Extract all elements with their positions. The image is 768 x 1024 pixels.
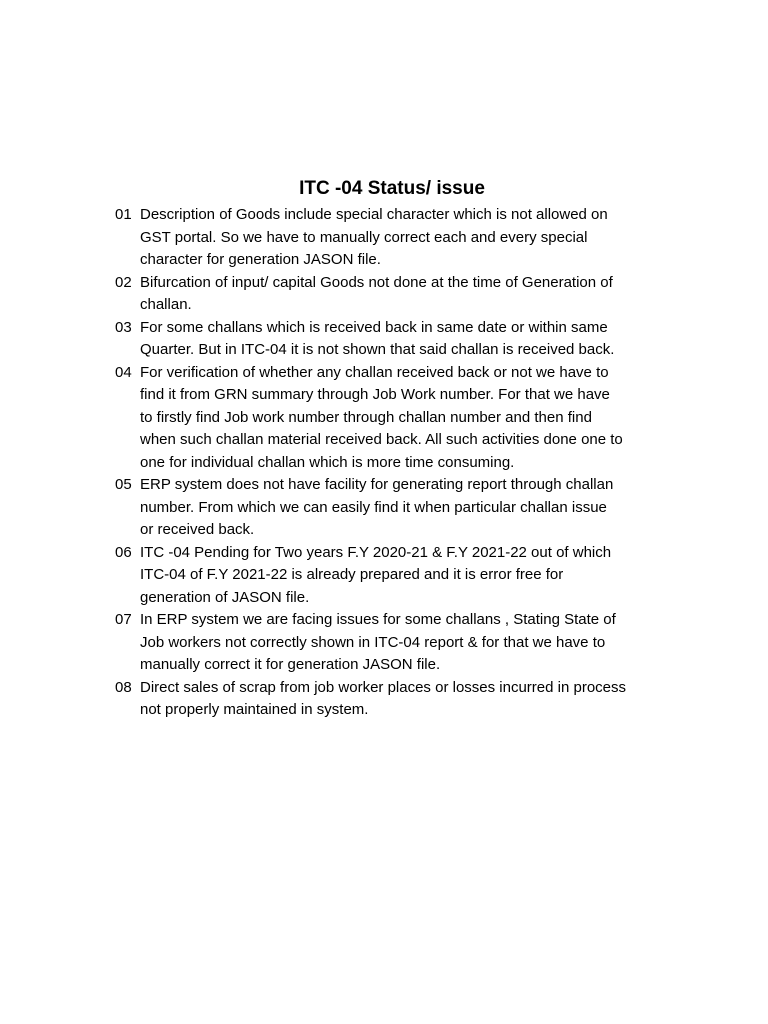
issue-text-line: ERP system does not have facility for generating report through challan — [140, 476, 614, 493]
issue-text-line: In ERP system we are facing issues for some challans , Stating State of — [140, 611, 616, 628]
issue-text-line: challan. — [140, 296, 192, 313]
issue-text-line: Direct sales of scrap from job worker places or losses incurred in process — [140, 678, 627, 696]
issue-text-line: ITC-04 of F.Y 2021-22 is already prepared and it is error free for — [140, 566, 564, 583]
issue-text-line: manually correct it for generation JASON file. — [140, 656, 441, 673]
issue-text-line: character for generation JASON file. — [140, 251, 381, 268]
issue-item — [115, 542, 685, 610]
issue-text-line: find it from GRN summary through Job Work number. For that we have — [140, 386, 610, 403]
issue-item — [115, 272, 685, 317]
issue-text-line: number. From which we can easily find it when particular challan issue — [140, 498, 607, 516]
issue-text-line: For some challans which is received back in same date or within same — [140, 318, 608, 336]
issue-number: 01 — [115, 206, 132, 223]
issue-number: 05 — [115, 476, 132, 493]
document-title: ITC -04 Status/ issue — [299, 178, 485, 199]
issue-text-line: Job workers not correctly shown in ITC-04 report & for that we have to — [140, 633, 606, 651]
issue-text-line: Bifurcation of input/ capital Goods not done at the time of Generation of — [140, 273, 613, 291]
issue-text-line: to firstly find Job work number through challan number and then find — [140, 408, 592, 426]
issue-text-line: Quarter. But in ITC-04 it is not shown that said challan is received back. — [140, 341, 615, 358]
issue-list — [115, 204, 685, 722]
issue-number: 02 — [115, 273, 132, 291]
issue-text-line: one for individual challan which is more time consuming. — [140, 453, 515, 471]
issue-text-line: ITC -04 Pending for Two years F.Y 2020-21 & F.Y 2021-22 out of which — [140, 543, 612, 561]
issue-number: 04 — [115, 363, 132, 381]
issue-number: 03 — [115, 318, 132, 336]
issue-item — [115, 677, 685, 722]
issue-item — [115, 204, 685, 272]
issue-text-line: or received back. — [140, 521, 255, 538]
issue-number: 06 — [115, 543, 132, 561]
issue-number: 07 — [115, 611, 132, 628]
issue-text-line: Description of Goods include special character which is not allowed on — [140, 206, 608, 223]
issue-text-line: generation of JASON file. — [140, 588, 310, 606]
issue-text-line: not properly maintained in system. — [140, 701, 369, 718]
issue-text-line: when such challan material received back. All such activities done one to — [140, 431, 623, 448]
issue-number: 08 — [115, 678, 132, 696]
issue-item — [115, 317, 685, 362]
issue-text-line: For verification of whether any challan received back or not we have to — [140, 363, 609, 381]
issue-item — [115, 362, 685, 475]
issue-item — [115, 609, 685, 677]
issue-item — [115, 474, 685, 542]
issue-text-line: GST portal. So we have to manually correct each and every special — [140, 228, 588, 246]
